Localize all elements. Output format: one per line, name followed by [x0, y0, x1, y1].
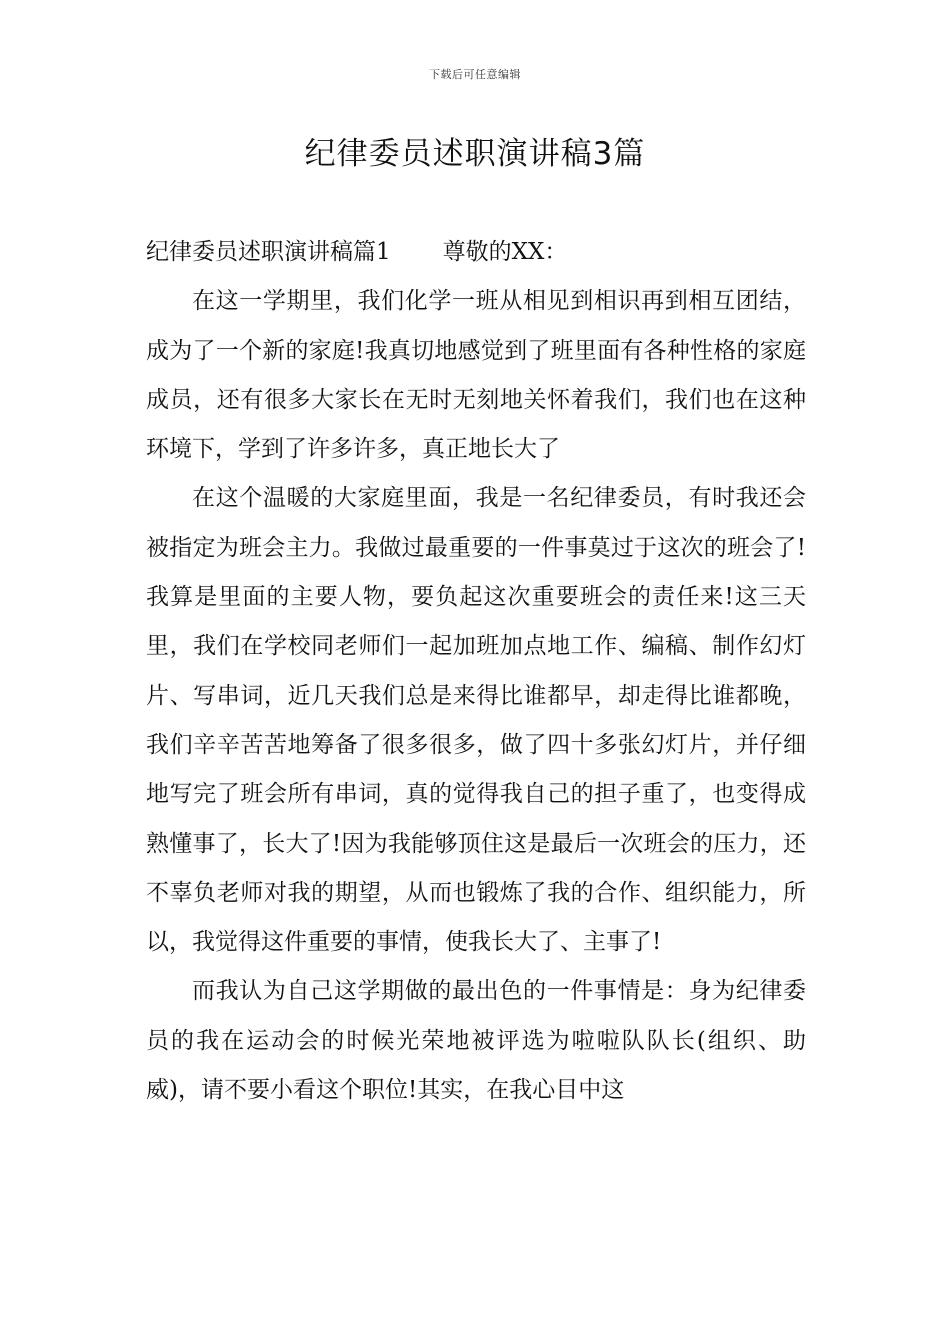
document-body — [146, 228, 806, 1115]
document-title: 纪律委员述职演讲稿3篇 — [304, 136, 646, 172]
header-note: 下载后可任意编辑 — [429, 68, 521, 81]
paragraph-1: 在这一学期里，我们化学一班从相见到相识再到相互团结，成为了一个新的家庭!我真切地感觉到了班里面有各种性格的家庭成员，还有很多大家长在无时无刻地关怀着我们，我们也在这种环境下，学到了许多许多，真正地长大了 — [146, 288, 806, 463]
section-heading: 纪律委员述职演讲稿篇1 — [146, 239, 391, 265]
paragraph-3: 而我认为自己这学期做的最出色的一件事情是：身为纪律委员的我在运动会的时候光荣地被评选为啦啦队队长(组织、助威)，请不要小看这个职位!其实，在我心目中这 — [146, 978, 806, 1104]
intro-line — [146, 228, 806, 277]
salutation: 尊敬的XX： — [442, 239, 568, 265]
paragraph-2: 在这个温暖的大家庭里面，我是一名纪律委员，有时我还会被指定为班会主力。我做过最重要的一件事莫过于这次的班会了!我算是里面的主要人物，要负起这次重要班会的责任来!这三天里，我们在学校同老师们一起加班加点地工作、编稿、制作幻灯片、写串词，近几天我们总是来得比谁都早，却走得比谁都晚，我们辛辛苦苦地筹备了很多很多，做了四十多张幻灯片，并仔细地写完了班会所有串词，真的觉得我自己的担子重了，也变得成熟懂事了，长大了!因为我能够顶住这是最后一次班会的压力，还不辜负老师对我的期望，从而也锻炼了我的合作、组织能力，所以，我觉得这件重要的事情，使我长大了、主事了! — [146, 485, 806, 956]
